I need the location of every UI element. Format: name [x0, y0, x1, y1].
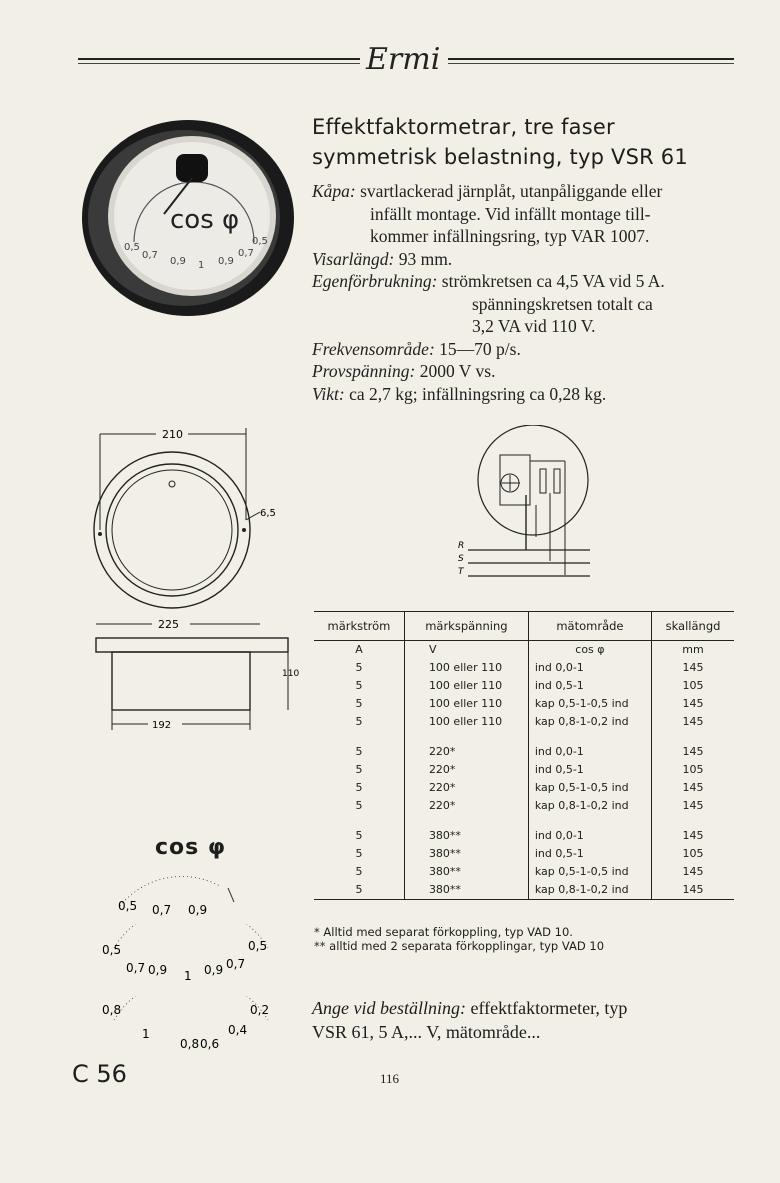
scale-3-tick-3: 0,6	[200, 1037, 220, 1051]
spec-table	[314, 611, 734, 900]
table-cell: ind 0,5-1	[528, 761, 651, 779]
table-cell: 100 eller 110	[404, 659, 528, 677]
meter-scale-left: 0,5	[124, 242, 140, 253]
table-cell: 380**	[404, 845, 528, 863]
header-rule-left-2	[78, 63, 360, 64]
meter-scale-right: 0,5	[252, 236, 268, 247]
table-cell: 5	[355, 697, 363, 710]
col-markstrom: märkström	[314, 612, 404, 641]
scale-3-tick-5: 0,2	[250, 1003, 270, 1017]
side-view-drawing	[90, 612, 310, 742]
scale-1-tick-1: 0,7	[152, 903, 172, 917]
circuit-t: T	[458, 567, 464, 577]
circuit-diagram	[450, 425, 600, 585]
table-row	[314, 797, 734, 815]
spec-visarlangd: Visarlängd: 93 mm.	[312, 248, 453, 269]
table-cell: 5	[355, 829, 363, 842]
table-row	[314, 659, 734, 677]
table-cell: 5	[355, 799, 363, 812]
table-cell: 5	[355, 745, 363, 758]
scale-2-tick-4: 0,9	[204, 963, 224, 977]
scale-3-tick-0: 0,8	[102, 1003, 122, 1017]
table-cell: 145	[652, 743, 734, 761]
meter-dial-text: cos φ	[170, 205, 240, 235]
table-cell: 145	[652, 659, 734, 677]
table-cell: 145	[652, 881, 734, 900]
table-cell: 220*	[404, 797, 528, 815]
front-view-drawing	[90, 420, 310, 616]
scale-2-tick-1: 0,7	[126, 961, 146, 975]
meter-scale-r2: 0,7	[238, 248, 254, 259]
table-cell: ind 0,5-1	[528, 677, 651, 695]
brand-logo: Ermi	[366, 42, 441, 77]
table-cell: 145	[652, 695, 734, 713]
table-cell: 100 eller 110	[404, 695, 528, 713]
scale-3-tick-2: 0,8	[180, 1037, 200, 1051]
table-units-row: A V cos φ mm	[314, 641, 734, 660]
table-row	[314, 845, 734, 863]
table-cell: 145	[652, 779, 734, 797]
scale-2-tick-5: 0,7	[226, 957, 246, 971]
table-row	[314, 695, 734, 713]
page-number: 116	[380, 1071, 400, 1086]
table-cell: kap 0,8-1-0,2 ind	[528, 881, 651, 900]
table-cell: 105	[652, 761, 734, 779]
spec-list	[312, 180, 752, 405]
spec-kapa-line3: kommer infällningsring, typ VAR 1007.	[370, 226, 650, 246]
dim-6-5: 6,5	[260, 508, 276, 519]
table-row	[314, 713, 734, 731]
table-cell: 5	[355, 661, 363, 674]
header-rule-right-2	[448, 63, 734, 64]
table-cell: kap 0,5-1-0,5 ind	[528, 695, 651, 713]
table-cell: 5	[355, 865, 363, 878]
table-cell: 100 eller 110	[404, 677, 528, 695]
order-label: Ange vid beställning:	[312, 998, 466, 1018]
table-cell: 145	[652, 863, 734, 881]
spec-egen-line2: spänningskretsen totalt ca	[472, 293, 653, 314]
page-code: C 56	[72, 1060, 127, 1088]
table-cell: 220*	[404, 743, 528, 761]
table-cell: 100 eller 110	[404, 713, 528, 731]
table-cell: 5	[355, 715, 363, 728]
table-cell: 105	[652, 845, 734, 863]
header-rule-left	[78, 58, 360, 60]
table-cell: 145	[652, 713, 734, 731]
table-row	[314, 881, 734, 900]
table-row	[314, 761, 734, 779]
dim-225: 225	[158, 618, 179, 631]
circuit-s: S	[458, 554, 464, 564]
scale-1-tick-2: 0,9	[188, 903, 208, 917]
table-cell: 380**	[404, 881, 528, 900]
dim-110: 110	[282, 669, 300, 679]
dim-210: 210	[162, 428, 183, 441]
scale-2-tick-6: 0,5	[248, 939, 268, 953]
table-cell: kap 0,5-1-0,5 ind	[528, 779, 651, 797]
table-cell: 380**	[404, 827, 528, 845]
footnote-2: ** alltid med 2 separata förkopplingar, typ VAD 10	[314, 939, 605, 953]
dim-192: 192	[152, 720, 172, 731]
spec-egen-line3: 3,2 VA vid 110 V.	[472, 316, 596, 336]
table-group-gap	[314, 815, 734, 827]
table-cell: 5	[355, 781, 363, 794]
table-header-row	[314, 612, 734, 641]
table-cell: 380**	[404, 863, 528, 881]
table-row	[314, 863, 734, 881]
scale-3-tick-1: 1	[142, 1027, 150, 1041]
table-cell: 220*	[404, 761, 528, 779]
meter-photo	[72, 118, 294, 318]
table-cell: 5	[355, 847, 363, 860]
scale-1-tick-0: 0,5	[118, 899, 138, 913]
product-title: Effektfaktormetrar, tre faser symmetrisk belastning, typ VSR 61	[312, 115, 688, 169]
spec-provspanning: Provspänning: 2000 V vs.	[312, 361, 496, 381]
scale-2-tick-0: 0,5	[102, 943, 122, 957]
meter-scale-r3: 0,9	[218, 256, 234, 267]
scale-2	[100, 924, 280, 990]
table-cell: kap 0,8-1-0,2 ind	[528, 713, 651, 731]
table-cell: ind 0,0-1	[528, 659, 651, 677]
order-info	[312, 996, 752, 1044]
table-cell: kap 0,8-1-0,2 ind	[528, 797, 651, 815]
table-row	[314, 743, 734, 761]
table-group-gap	[314, 731, 734, 743]
table-cell: 5	[355, 763, 363, 776]
spec-egenforbrukning: Egenförbrukning: strömkretsen ca 4,5 VA vid 5 A.	[312, 271, 665, 291]
spec-kapa: Kåpa: svartlackerad järnplåt, utanpåliggande eller	[312, 181, 663, 201]
table-cell: 5	[355, 679, 363, 692]
table-cell: 145	[652, 797, 734, 815]
scale-2-tick-3: 1	[184, 969, 192, 983]
col-markspanning: märkspänning	[404, 612, 528, 641]
spec-kapa-line2: infällt montage. Vid infällt montage till-	[370, 203, 651, 224]
table-row	[314, 779, 734, 797]
table-cell: 5	[314, 881, 404, 900]
table-cell: ind 0,0-1	[528, 743, 651, 761]
header-rule-right	[448, 58, 734, 60]
scale-3	[100, 996, 280, 1066]
footnote-1: * Alltid med separat förkoppling, typ VAD 10.	[314, 925, 573, 939]
scales-label: cos φ	[155, 835, 227, 860]
table-row	[314, 677, 734, 695]
scale-3-tick-4: 0,4	[228, 1023, 248, 1037]
table-cell: 105	[652, 677, 734, 695]
scale-2-tick-2: 0,9	[148, 963, 168, 977]
spec-vikt: Vikt: ca 2,7 kg; infällningsring ca 0,28 kg.	[312, 383, 607, 404]
table-cell: ind 0,5-1	[528, 845, 651, 863]
col-matomrade: mätområde	[528, 612, 651, 641]
table-cell: kap 0,5-1-0,5 ind	[528, 863, 651, 881]
meter-scale-mid: 1	[198, 260, 205, 271]
scale-1	[110, 868, 240, 924]
meter-scale-l2: 0,7	[142, 250, 158, 261]
meter-scale-l3: 0,9	[170, 256, 186, 267]
table-cell: ind 0,0-1	[528, 827, 651, 845]
order-line1: effektfaktormeter, typ	[470, 998, 628, 1018]
circuit-r: R	[458, 541, 465, 551]
table-body	[314, 641, 734, 900]
table-row	[314, 827, 734, 845]
table-cell: 145	[652, 827, 734, 845]
footnotes	[314, 925, 744, 953]
spec-frekvens: Frekvensområde: 15—70 p/s.	[312, 338, 521, 359]
col-skallangd: skallängd	[652, 612, 734, 641]
table-cell: 220*	[404, 779, 528, 797]
order-line2: VSR 61, 5 A,... V, mätområde...	[312, 1022, 541, 1042]
